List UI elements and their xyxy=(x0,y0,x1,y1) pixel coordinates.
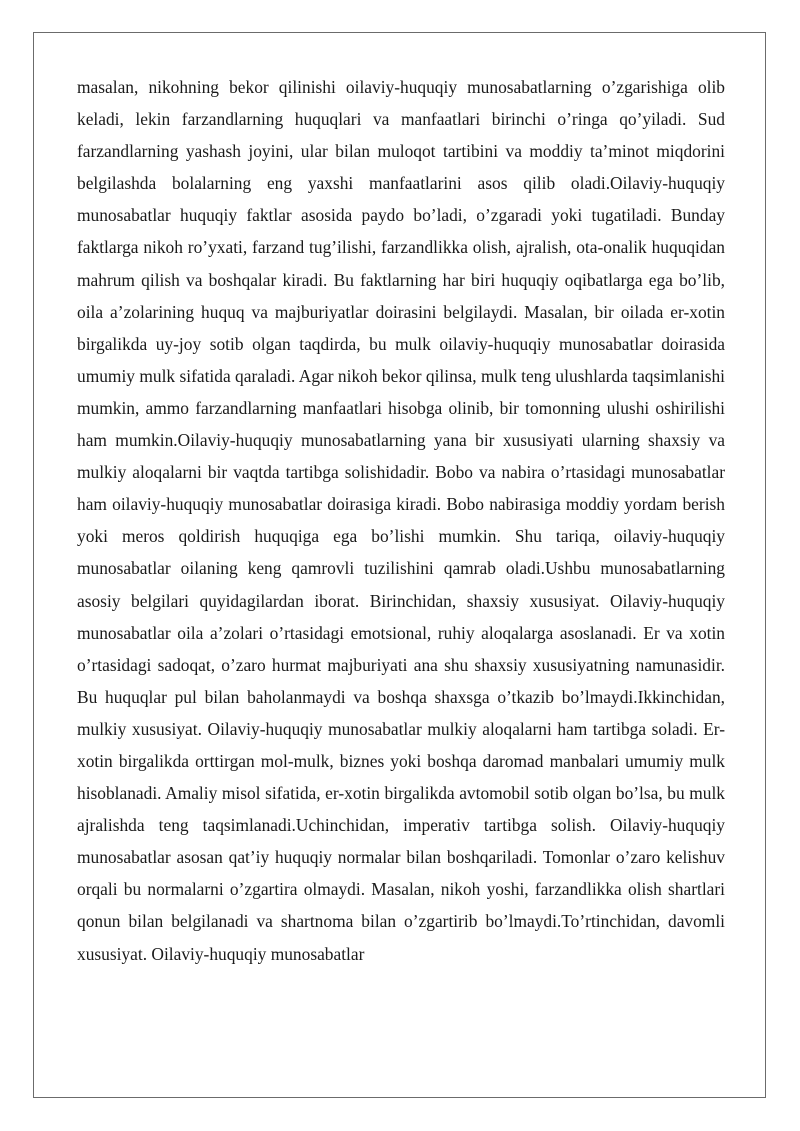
body-paragraph: masalan, nikohning bekor qilinishi oilaviy-huquqiy munosabatlarning o’zgarishiga olib keladi, lekin farzandlarning huquqlari va manfaatlari birinchi o’ringa qo’yiladi. Sud farzandlarning yashash joyini, ular bilan muloqot tartibini va moddiy ta’minot miqdorini belgilashda bolalarning eng yaxshi manfaatlarini asos qilib oladi.Oilaviy-huquqiy munosabatlar huquqiy faktlar asosida paydo bo’ladi, o’zgaradi yoki tugatiladi. Bunday faktlarga nikoh ro’yxati, farzand tug’ilishi, farzandlikka olish, ajralish, ota-onalik huquqidan mahrum qilish va boshqalar kiradi. Bu faktlarning har biri huquqiy oqibatlarga ega bo’lib, oila a’zolarining huquq va majburiyatlar doirasini belgilaydi. Masalan, bir oilada er-xotin birgalikda uy-joy sotib olgan taqdirda, bu mulk oilaviy-huquqiy munosabatlar doirasida umumiy mulk sifatida qaraladi. Agar nikoh bekor qilinsa, mulk teng ulushlarda taqsimlanishi mumkin, ammo farzandlarning manfaatlari hisobga olinib, bir tomonning ulushi oshirilishi ham mumkin.Oilaviy-huquqiy munosabatlarning yana bir xususiyati ularning shaxsiy va mulkiy aloqalarni bir vaqtda tartibga solishidadir. Bobo va nabira o’rtasidagi munosabatlar ham oilaviy-huquqiy munosabatlar doirasiga kiradi. Bobo nabirasiga moddiy yordam berish yoki meros qoldirish huquqiga ega bo’lishi mumkin. Shu tariqa, oilaviy-huquqiy munosabatlar oilaning keng qamrovli tuzilishini qamrab oladi.Ushbu munosabatlarning asosiy belgilari quyidagilardan iborat. Birinchidan, shaxsiy xususiyat. Oilaviy-huquqiy munosabatlar oila a’zolari o’rtasidagi emotsional, ruhiy aloqalarga asoslanadi. Er va xotin o’rtasidagi sadoqat, o’zaro hurmat majburiyati ana shu shaxsiy xususiyatning namunasidir. Bu huquqlar pul bilan baholanmaydi va boshqa shaxsga o’tkazib bo’lmaydi.Ikkinchidan, mulkiy xususiyat. Oilaviy-huquqiy munosabatlar mulkiy aloqalarni ham tartibga soladi. Er-xotin birgalikda orttirgan mol-mulk, biznes yoki boshqa daromad manbalari umumiy mulk hisoblanadi. Amaliy misol sifatida, er-xotin birgalikda avtomobil sotib olgan bo’lsa, bu mulk ajralishda teng taqsimlanadi.Uchinchidan, imperativ tartibga solish. Oilaviy-huquqiy munosabatlar asosan qat’iy huquqiy normalar bilan boshqariladi. Tomonlar o’zaro kelishuv orqali bu normalarni o’zgartira olmaydi. Masalan, nikoh yoshi, farzandlikka olish shartlari qonun bilan belgilanadi va shartnoma bilan o’zgartirib bo’lmaydi.To’rtinchidan, davomli xususiyat. Oilaviy-huquqiy munosabatlar xyxy=(77,77,725,964)
